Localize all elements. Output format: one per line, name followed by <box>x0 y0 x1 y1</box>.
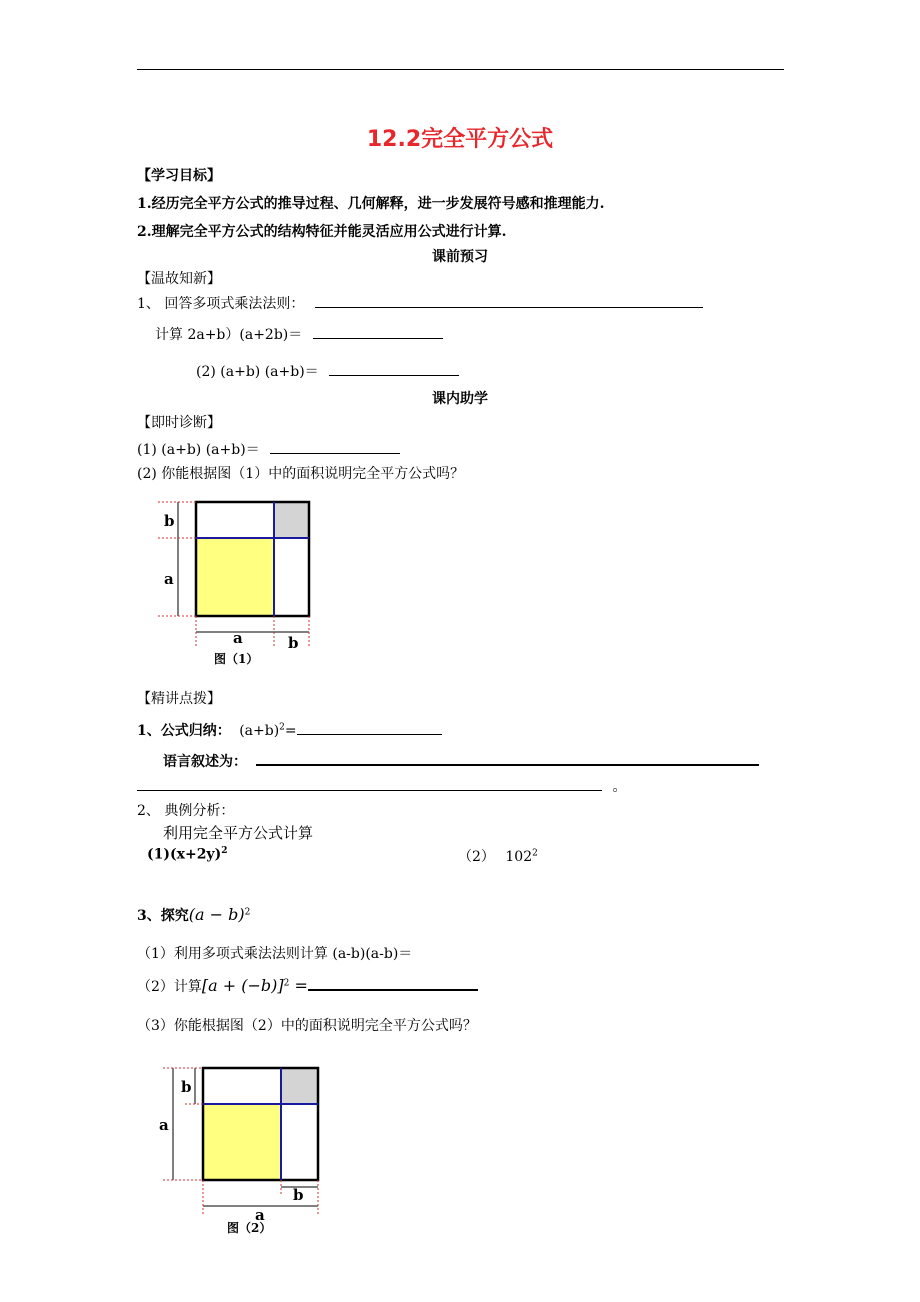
explore-question-3: （3）你能根据图（2）中的面积说明完全平方公式吗？ <box>137 1018 477 1034</box>
formula-label: 1、公式归纳： <box>137 723 231 739</box>
answer-blank[interactable] <box>329 374 459 376</box>
example-1 <box>147 846 227 863</box>
review-calc-2 <box>196 361 459 381</box>
explore-question-2-label: （2）计算 <box>137 979 202 995</box>
label-a-left: a <box>164 570 174 588</box>
verbal-label: 语言叙述为： <box>163 754 247 770</box>
diagnosis-question-1-text: (1) (a+b) (a+b)＝ <box>137 442 260 458</box>
preview-section-title: 课前预习 <box>432 249 488 265</box>
review-question-1-text: 1、 回答多项式乘法法则： <box>137 296 305 312</box>
explore-title-text: 3、探究 <box>137 908 189 924</box>
figure-1-caption: 图（1） <box>214 652 259 666</box>
formula-exponent: 2 <box>279 722 285 733</box>
answer-blank[interactable] <box>297 733 442 735</box>
label-a-bottom: a <box>233 629 243 647</box>
explore-question-2-exponent: 2 <box>283 978 290 989</box>
answer-blank[interactable] <box>256 763 759 766</box>
figure-2 <box>155 1060 330 1240</box>
lecture-heading: 【精讲点拨】 <box>137 691 221 707</box>
review-calc-1 <box>155 324 443 344</box>
label-b-bottom: b <box>288 634 299 652</box>
gray-square <box>274 502 309 538</box>
diagnosis-question-2: (2) 你能根据图（1）中的面积说明完全平方公式吗？ <box>137 466 465 482</box>
review-question-1 <box>137 293 703 313</box>
yellow-square <box>196 538 274 616</box>
answer-blank[interactable] <box>315 306 703 308</box>
example-2-exponent: 2 <box>532 848 538 859</box>
formula-equals: = <box>284 723 297 739</box>
example-2-base: 102 <box>505 849 533 865</box>
explore-title <box>137 905 250 925</box>
diagnosis-heading: 【即时诊断】 <box>137 415 221 431</box>
header-rule <box>137 69 784 70</box>
verbal-statement <box>163 751 759 771</box>
gray-square <box>281 1068 318 1104</box>
objectives-heading: 【学习目标】 <box>137 168 221 184</box>
label-b-bottom: b <box>293 1186 304 1204</box>
label-a-left: a <box>159 1116 169 1134</box>
end-mark: 。 <box>612 779 627 795</box>
answer-blank[interactable] <box>313 337 443 339</box>
label-a-bottom: a <box>255 1206 265 1224</box>
figure-2-caption: 图（2） <box>227 1221 272 1235</box>
example-2-label: （2） <box>458 849 495 865</box>
answer-blank[interactable] <box>137 789 602 791</box>
formula-expr: (a+b) <box>239 723 280 739</box>
example-1-exponent: 2 <box>221 846 228 856</box>
explore-question-2-expr: [a + (−b)] <box>201 976 284 995</box>
explore-title-expr: (a − b) <box>188 905 245 924</box>
answer-blank[interactable] <box>308 988 478 991</box>
inclass-section-title: 课内助学 <box>432 391 488 407</box>
example-intro: 利用完全平方公式计算 <box>163 824 314 842</box>
objective-1: 1.经历完全平方公式的推导过程、几何解释，进一步发展符号感和推理能力. <box>137 196 605 212</box>
explore-title-exponent: 2 <box>244 907 251 918</box>
figure-1 <box>150 490 325 670</box>
objective-2: 2.理解完全平方公式的结构特征并能灵活应用公式进行计算. <box>137 224 507 240</box>
answer-blank[interactable] <box>270 452 400 454</box>
example-2 <box>458 846 538 866</box>
explore-question-2 <box>137 976 478 996</box>
formula-summary <box>137 720 442 740</box>
explore-question-1: （1）利用多项式乘法法则计算 (a-b)(a-b)＝ <box>137 946 413 962</box>
label-b-left: b <box>164 512 175 530</box>
verbal-continuation <box>137 776 626 796</box>
label-b-left: b <box>181 1078 192 1096</box>
explore-question-2-equals: = <box>289 976 308 995</box>
example-title: 2、 典例分析： <box>137 803 235 819</box>
review-calc-1-text: 计算 2a+b）(a+2b)＝ <box>155 327 303 343</box>
review-heading: 【温故知新】 <box>137 271 221 287</box>
diagnosis-question-1 <box>137 439 400 459</box>
example-1-base: (1)(x+2y) <box>147 846 222 863</box>
yellow-square <box>203 1104 281 1180</box>
review-calc-2-text: (2) (a+b) (a+b)＝ <box>196 364 319 380</box>
page-title: 12.2完全平方公式 <box>366 127 554 152</box>
